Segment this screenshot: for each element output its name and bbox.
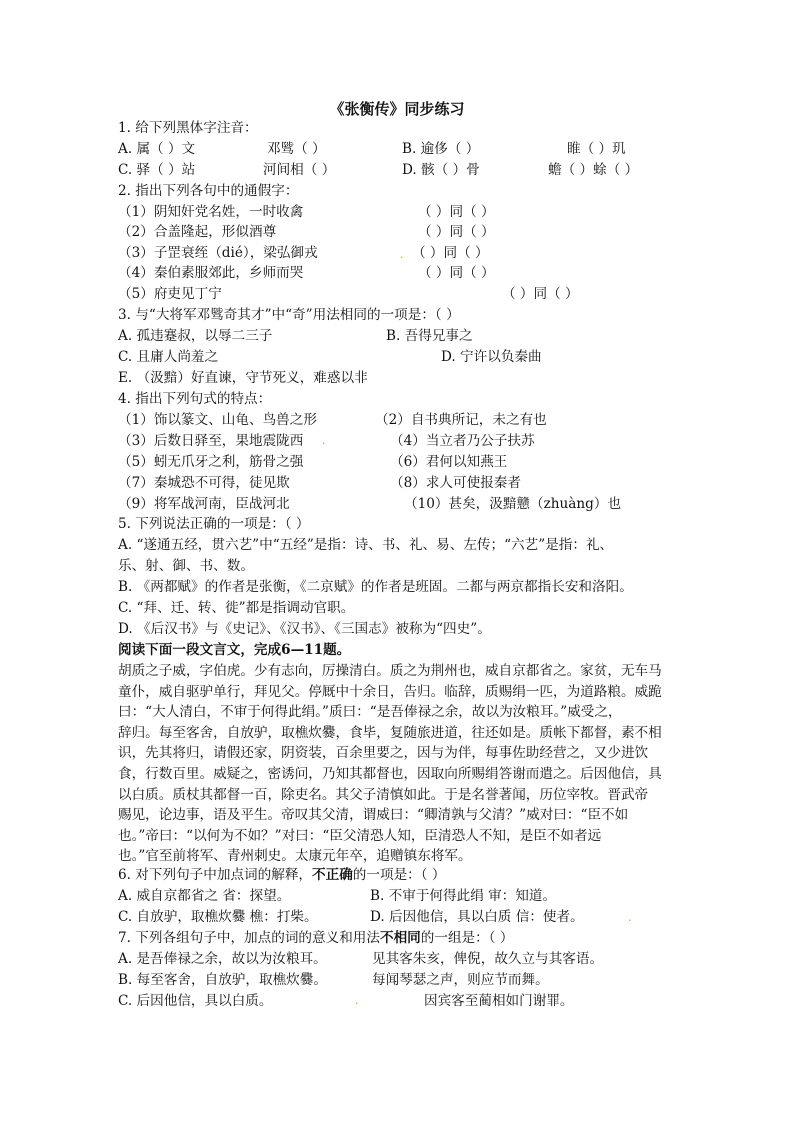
passage-line: 食，行数百里。威疑之，密诱问，乃知其都督也，因取向所赐绢答谢而遣之。后因他信，具: [118, 765, 662, 782]
q7-option-a: A. 是吾俸禄之余，故以为汝粮耳。: [118, 951, 327, 967]
q4-item: （7）秦城恐不可得，徒见欺: [118, 475, 290, 491]
scan-mark: .: [355, 994, 359, 1007]
passage-line: 胡质之子威，字伯虎。少有志向，厉操清白。质之为荆州也，威自京都省之。家贫，无车马: [118, 663, 662, 679]
q7-option-a-pair: 见其客朱亥，俾倪，故久立与其客语。: [372, 951, 604, 967]
q7-option-c: C. 后因他信，具以白质。: [118, 993, 273, 1009]
q7-stem-post: 的一组是：（ ）: [420, 930, 514, 946]
q4-item: （5）蚓无爪牙之利，筋骨之强: [118, 454, 304, 470]
q3-option-c: C. 且庸人尚羞之: [118, 349, 219, 365]
passage-line: 识，先其将归，请假还家，阴资装，百余里要之，因与为伴，每事佐助经营之，又少进饮: [118, 745, 649, 762]
q1-stem: 1. 给下列黑体字注音：: [118, 120, 258, 136]
q4-stem: 4. 指出下列句式的特点：: [118, 391, 272, 407]
q7-stem-emphasis: 不相同: [379, 930, 421, 946]
q2-item: （3）子罡衰绖（dié），梁弘御戎: [118, 245, 318, 261]
q3-option-a: A. 孤违蹇叔，以辱二三子: [118, 328, 273, 344]
q5-stem: 5. 下列说法正确的一项是：（ ）: [118, 516, 310, 532]
q1-item-ji: 睢（ ）玑: [567, 141, 626, 157]
q4-item: （1）饰以篆文、山龟、鸟兽之形: [118, 412, 317, 428]
q2-blank: （ ）同（ ）: [502, 286, 579, 302]
q7-option-c-pair: 因宾客至蔺相如门谢罪。: [424, 993, 574, 1009]
q4-item: （10）甚矣，汲黯戆（zhuàng）也: [404, 496, 622, 512]
passage-line: 赐见，论边事，语及平生。帝叹其父清，谓威曰：“卿清孰与父清？”威对曰：“臣不如: [118, 807, 629, 824]
q4-item: （4）当立者乃公子扶苏: [390, 433, 535, 449]
q4-item: （3）后数日驿至，果地震陇西: [118, 433, 304, 449]
q1-option-c: C. 驿（ ）站: [118, 162, 196, 178]
q6-stem-pre: 6. 对下列句子中加点词的解释，: [118, 867, 313, 883]
q6-option-d: D. 后因他信，具以白质 信：使者。: [370, 909, 584, 925]
reading-heading: 阅读下面一段文言文，完成6—11题。: [118, 642, 351, 658]
q1-option-b: B. 逾侈（ ）: [402, 141, 480, 157]
passage-line: 童仆，威自驱驴单行，拜见父。停厩中十余日，告归。临辞，质赐绢一匹，为道路粮。威跪: [118, 683, 662, 700]
q1-item-denzhi: 邓骘（ ）: [267, 141, 326, 157]
q4-item: （6）君何以知燕王: [390, 454, 508, 470]
passage-line: 也。”帝曰：“以何为不如？”对曰：“臣父清恐人知，臣清恐人不知，是臣不如者远: [118, 827, 602, 844]
q4-item: （2）自书典所记，未之有也: [375, 412, 547, 428]
scan-mark: .: [400, 248, 404, 261]
q5-option-b: B. 《两都赋》的作者是张衡，《二京赋》的作者是班固。二都与两京都指长安和洛阳。: [118, 579, 633, 595]
q3-option-d: D. 宁许以负秦曲: [441, 349, 542, 365]
q3-stem: 3. 与“大将军邓骘奇其才”中“奇”用法相同的一项是：（ ）: [118, 307, 460, 323]
q2-item: （4）秦伯素服郊此，乡师而哭: [118, 265, 304, 281]
q3-option-e: E. （汲黯）好直谏，守节死义，难惑以非: [118, 370, 368, 386]
q7-option-b-pair: 每闻琴瑟之声，则应节而舞。: [372, 972, 549, 988]
q2-stem: 2. 指出下列各句中的通假字：: [118, 183, 299, 199]
q1-item-chanchu: 蟾（ ）蜍（ ）: [548, 162, 639, 178]
q2-blank: （ ）同（ ）: [418, 224, 495, 240]
q5-option-d: D. 《后汉书》与《史记》、《汉书》、《三国志》被称为“四史”。: [118, 621, 491, 637]
q4-item: （9）将军战河南，臣战河北: [118, 496, 290, 512]
q2-blank: （ ）同（ ）: [418, 265, 495, 281]
page-title: 《张衡传》同步练习: [329, 100, 465, 118]
q5-option-a: A. “遂通五经，贯六艺”中“五经”是指：诗、书、礼、易、左传；“六艺”是指：礼、: [118, 537, 614, 553]
q6-stem-emphasis: 不正确: [312, 867, 353, 883]
passage-line: 辞归。每至客舍，自放驴，取樵炊爨，食毕，复随旅进道，往还如是。质帐下都督，素不相: [118, 724, 662, 741]
reading-passage: [118, 661, 678, 867]
q5-option-c: C. “拜、迁、转、徙”都是指调动官职。: [118, 600, 355, 616]
passage-line: 曰：“大人清白，不审于何得此绢。”质曰：“是吾俸禄之余，故以为汝粮耳。”威受之，: [118, 704, 622, 721]
passage-line: 以白质。质杖其都督一百，除吏名。其父子清慎如此。于是名誉著闻，历位宰牧。晋武帝: [118, 786, 649, 803]
q3-option-b: B. 吾得兄事之: [386, 328, 473, 344]
q2-item: （2）合盖隆起，形似酒尊: [118, 224, 277, 240]
q6-option-b: B. 不审于何得此绢 审：知道。: [370, 888, 557, 904]
q2-item: （5）府吏见丁宁: [118, 286, 222, 302]
q1-item-xiang: 河间相（ ）: [263, 162, 336, 178]
scan-mark: .: [628, 911, 632, 924]
q5-option-a-cont: 乐、射、御、书、数。: [118, 558, 254, 574]
q1-option-d: D. 骸（ ）骨: [402, 162, 480, 178]
q2-blank: （ ）同（ ）: [412, 245, 489, 261]
q7-option-b: B. 每至客舍，自放驴，取樵炊爨。: [118, 972, 327, 988]
q4-item: （8）求人可使报秦者: [390, 475, 521, 491]
scan-mark: .: [322, 434, 326, 447]
passage-line: 也。”官至前将军、青州刺史。太康元年卒，追赠镇东将军。: [118, 848, 472, 865]
q7-stem: [118, 929, 513, 947]
q2-item: （1）阴知奸党名姓，一时收禽: [118, 204, 304, 220]
q7-stem-pre: 7. 下列各组句子中，加点的词的意义和用法: [118, 930, 380, 946]
q1-option-a: A. 属（ ）文: [118, 141, 196, 157]
q6-option-a: A. 威自京都省之 省：探望。: [118, 888, 291, 904]
q2-blank: （ ）同（ ）: [418, 204, 495, 220]
q6-stem-post: 的一项是：（ ）: [352, 867, 446, 883]
q6-stem: [118, 866, 445, 884]
q6-option-c: C. 自放驴，取樵炊爨 樵：打柴。: [118, 909, 318, 925]
